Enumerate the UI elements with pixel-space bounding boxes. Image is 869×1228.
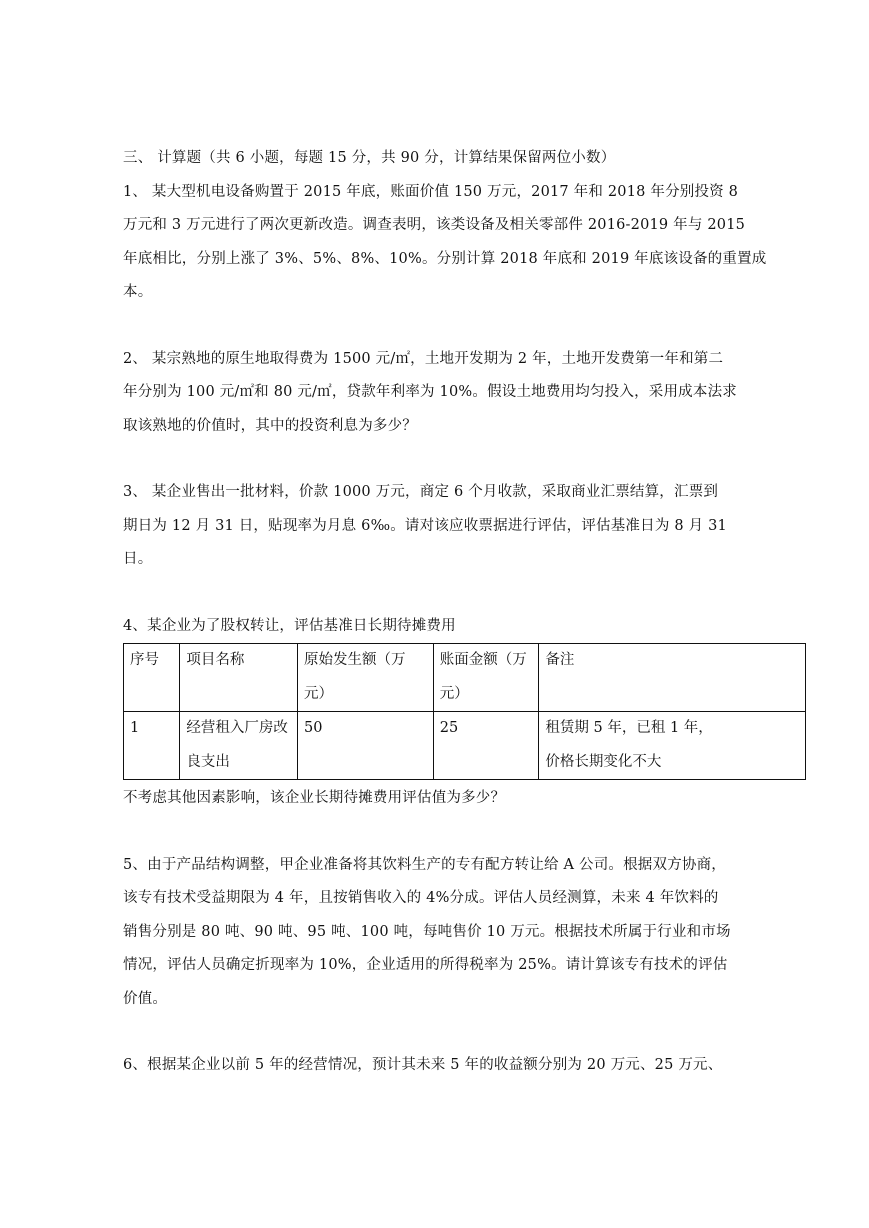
question-2 [123,343,807,444]
question-1-line: 万元和 3 万元进行了两次更新改造。调查表明，该类设备及相关零部件 2016-2019 年与 2015 [123,217,746,233]
cell-book: 25 [433,712,539,780]
question-5 [123,849,807,1017]
spacer [123,1016,807,1049]
question-4 [123,610,807,816]
question-1 [123,176,807,310]
question-1-line: 1、 某大型机电设备购置于 2015 年底，账面价值 150 万元，2017 年和 2018 年分别投资 8 [123,183,739,200]
table-header-row [124,644,806,712]
question-3-line: 3、 某企业售出一批材料，价款 1000 万元，商定 6 个月收款，采取商业汇票结算，汇票到 [123,484,719,500]
question-5-line: 价值。 [123,990,168,1007]
spacer [123,443,807,476]
spacer [123,577,807,610]
cell-remark-line: 价格长期变化不大 [545,753,662,770]
document-page [123,142,807,1083]
header-original-line: 元） [304,685,334,702]
question-5-line: 销售分别是 80 吨、90 吨、95 吨、100 吨，每吨售价 10 万元。根据技术所属于行业和市场 [123,923,731,940]
question-2-line: 2、 某宗熟地的原生地取得费为 1500 元/㎡，土地开发期为 2 年，土地开发费第一年和第二 [123,350,724,367]
header-original [298,644,434,712]
question-3-line: 日。 [123,551,153,567]
question-3 [123,476,807,577]
deferred-expense-table [123,643,806,780]
question-2-line: 年分别为 100 元/㎡和 80 元/㎡，贷款年利率为 10%。假设土地费用均匀投入，采用成本法求 [123,384,737,400]
header-seq: 序号 [124,644,180,712]
question-1-line: 本。 [123,284,153,300]
question-5-line: 情况，评估人员确定折现率为 10%，企业适用的所得税率为 25%。请计算该专有技术的评估 [123,957,728,973]
header-name: 项目名称 [180,644,298,712]
header-book-line: 账面金额（万 [439,652,527,668]
spacer [123,816,807,849]
cell-remark [539,712,806,780]
cell-seq: 1 [124,712,180,780]
header-book-line: 元） [439,685,469,702]
cell-original: 50 [298,712,434,780]
question-5-line: 5、由于产品结构调整，甲企业准备将其饮料生产的专有配方转让给 A 公司。根据双方协商， [123,856,727,873]
question-1-line: 年底相比，分别上涨了 3%、5%、8%、10%。分别计算 2018 年底和 2019 年底该设备的重置成 [123,250,767,267]
spacer [123,310,807,343]
question-5-line: 该专有技术受益期限为 4 年，且按销售收入的 4%分成。评估人员经测算，未来 4 年饮料的 [123,890,719,906]
cell-remark-line: 租赁期 5 年，已租 1 年， [545,720,713,736]
cell-name-line: 良支出 [186,753,230,770]
question-2-line: 取该熟地的价值时，其中的投资利息为多少？ [123,417,417,434]
header-original-line: 原始发生额（万 [304,652,406,668]
table-row [124,712,806,780]
cell-name-line: 经营租入厂房改 [186,720,288,736]
question-6 [123,1049,807,1083]
header-book [433,644,539,712]
header-remark: 备注 [539,644,806,712]
section-title: 三、 计算题（共 6 小题，每题 15 分，共 90 分，计算结果保留两位小数） [123,150,616,166]
question-4-intro: 4、某企业为了股权转让，评估基准日长期待摊费用 [123,617,456,634]
question-6-line: 6、根据某企业以前 5 年的经营情况，预计其未来 5 年的收益额分别为 20 万元、25 万元、 [123,1057,723,1073]
cell-name [180,712,298,780]
question-4-question: 不考虑其他因素影响，该企业长期待摊费用评估值为多少？ [123,790,506,806]
question-3-line: 期日为 12 月 31 日，贴现率为月息 6‰。请对该应收票据进行评估，评估基准日为 8 月 31 [123,517,727,534]
